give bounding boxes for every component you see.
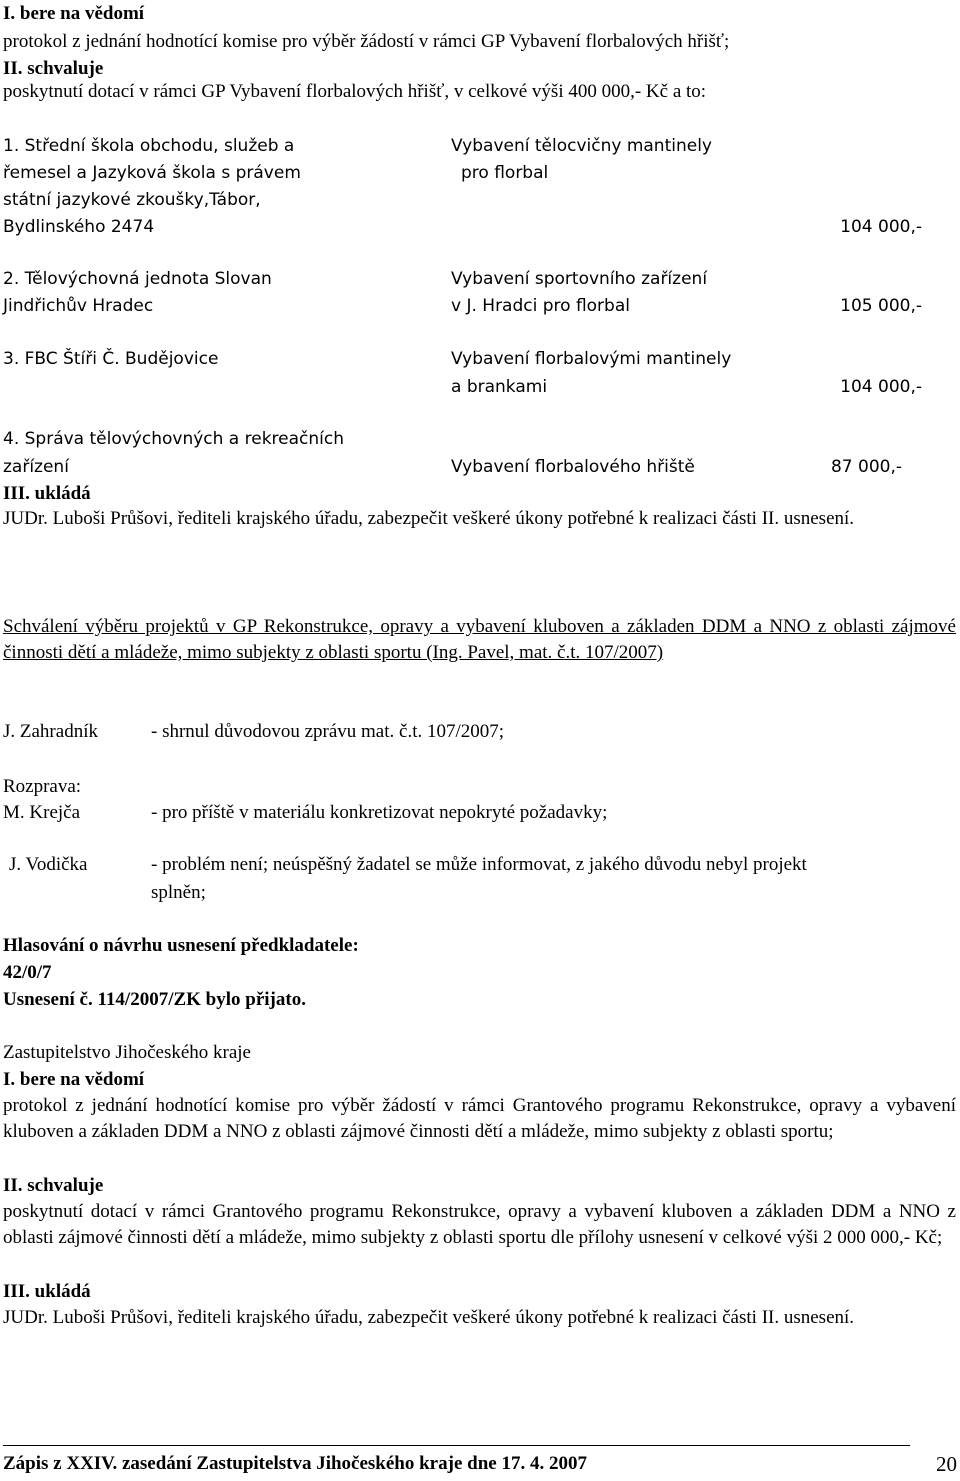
- debate-label: Rozprava:: [3, 776, 82, 797]
- vote-title: Hlasování o návrhu usnesení předkladatele:: [3, 935, 359, 956]
- grant-1-applicant-line4: Bydlinského 2474: [3, 217, 155, 237]
- page-number: 20: [936, 1452, 957, 1476]
- grant-2-applicant-line1: 2. Tělovýchovná jednota Slovan: [3, 269, 272, 289]
- grant-2-purpose-line2: v J. Hradci pro florbal: [451, 296, 630, 316]
- grant-2-amount: 105 000,-: [840, 296, 922, 316]
- heading-schvaluje: II. schvaluje: [3, 58, 104, 79]
- grant-4-applicant-line2: zařízení: [3, 457, 69, 477]
- grant-4-applicant-line1: 4. Správa tělovýchovných a rekreačních: [3, 429, 345, 449]
- heading-bere-na-vedomi: I. bere na vědomí: [3, 3, 145, 24]
- paragraph-protokol-2: protokol z jednání hodnotící komise pro výběr žádostí v rámci Grantového programu Rekonstrukce, opravy a vybavení kluboven a základen DDM a NNO z oblasti zájmové činnosti dětí a mládeže, mimo subjekty z oblasti sportu;: [3, 1095, 956, 1142]
- speaker-krejca: M. Krejča: [3, 802, 81, 823]
- council-intro: Zastupitelstvo Jihočeského kraje: [3, 1042, 251, 1063]
- paragraph-uklada: JUDr. Luboši Průšovi, řediteli krajského úřadu, zabezpečit veškeré úkony potřebné k realizaci části II. usnesení.: [3, 508, 855, 529]
- footer-divider: [3, 1445, 910, 1446]
- statement-vodicka-line2: splněn;: [151, 882, 206, 903]
- grant-4-amount: 87 000,-: [830, 457, 902, 477]
- statement-zahradnik: - shrnul důvodovou zprávu mat. č.t. 107/2007;: [151, 721, 505, 742]
- heading-uklada: III. ukládá: [3, 483, 91, 504]
- grant-1-purpose-line2: pro florbal: [461, 163, 549, 183]
- grant-3-purpose-line2: a brankami: [451, 377, 548, 397]
- footer-text: Zápis z XXIV. zasedání Zastupitelstva Jihočeského kraje dne 17. 4. 2007: [3, 1453, 587, 1474]
- grant-3-amount: 104 000,-: [840, 377, 922, 397]
- paragraph-protokol: protokol z jednání hodnotící komise pro výběr žádostí v rámci GP Vybavení florbalových hřišť;: [3, 31, 730, 52]
- paragraph-uklada-2: JUDr. Luboši Průšovi, řediteli krajského úřadu, zabezpečit veškeré úkony potřebné k realizaci části II. usnesení.: [3, 1307, 855, 1328]
- heading-uklada-2: III. ukládá: [3, 1281, 91, 1302]
- statement-vodicka-line1: - problém není; neúspěšný žadatel se může informovat, z jakého důvodu nebyl projekt: [151, 854, 807, 875]
- resolution-status: Usnesení č. 114/2007/ZK bylo přijato.: [3, 989, 306, 1010]
- paragraph-poskytnuti-2: poskytnutí dotací v rámci Grantového programu Rekonstrukce, opravy a vybavení kluboven a základen DDM a NNO z oblasti zájmové činnosti dětí a mládeže, mimo subjekty z oblasti sportu dle přílohy usnesení v celkové výši 2 000 000,- Kč;: [3, 1201, 956, 1248]
- vote-result: 42/0/7: [3, 962, 52, 983]
- grant-2-purpose-line1: Vybavení sportovního zařízení: [451, 269, 708, 289]
- grant-1-applicant-line3: státní jazykové zkoušky,Tábor,: [3, 190, 261, 210]
- grant-1-applicant-line1: 1. Střední škola obchodu, služeb a: [3, 136, 295, 156]
- grant-2-applicant-line2: Jindřichův Hradec: [3, 296, 154, 316]
- grant-1-purpose-line1: Vybavení tělocvičny mantinely: [451, 136, 712, 156]
- grant-3-applicant-line1: 3. FBC Štíři Č. Budějovice: [3, 349, 219, 369]
- section-title: Schválení výběru projektů v GP Rekonstrukce, opravy a vybavení kluboven a základen DDM a NNO z oblasti zájmové činnosti dětí a mládeže, mimo subjekty z oblasti sportu (Ing. Pavel, mat. č.t. 107/2007): [3, 616, 956, 663]
- paragraph-poskytnuti: poskytnutí dotací v rámci GP Vybavení florbalových hřišť, v celkové výši 400 000,- Kč a to:: [3, 81, 707, 102]
- heading-bere-na-vedomi-2: I. bere na vědomí: [3, 1069, 145, 1090]
- statement-krejca: - pro příště v materiálu konkretizovat nepokryté požadavky;: [151, 802, 608, 823]
- grant-1-applicant-line2: řemesel a Jazyková škola s právem: [3, 163, 301, 183]
- heading-schvaluje-2: II. schvaluje: [3, 1175, 104, 1196]
- grant-1-amount: 104 000,-: [840, 217, 922, 237]
- grant-3-purpose-line1: Vybavení florbalovými mantinely: [451, 349, 732, 369]
- speaker-vodicka: J. Vodička: [9, 854, 88, 875]
- grant-4-purpose-line1: Vybavení florbalového hřiště: [451, 457, 695, 477]
- speaker-zahradnik: J. Zahradník: [3, 721, 98, 742]
